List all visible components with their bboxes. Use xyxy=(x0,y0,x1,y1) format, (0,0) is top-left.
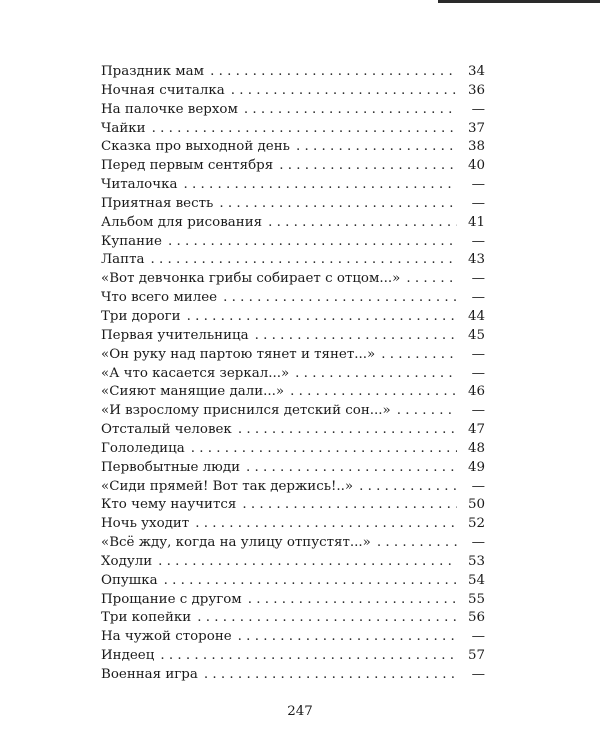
toc-entry xyxy=(101,327,485,346)
toc-entry xyxy=(101,572,485,591)
toc-entry-page: — xyxy=(471,177,485,193)
toc-entry-title: «И взрослому приснился детский сон...» xyxy=(101,403,391,419)
toc-entry xyxy=(101,82,485,101)
dot-leader xyxy=(296,138,457,157)
toc-entry xyxy=(101,609,485,628)
toc-entry-title: Что всего милее xyxy=(101,290,218,306)
toc-entry xyxy=(101,270,485,289)
dot-leader xyxy=(158,553,457,572)
toc-entry-title: Перед первым сентября xyxy=(101,158,274,174)
toc-entry-title: Ночная считалка xyxy=(101,82,225,98)
toc-entry-page: 40 xyxy=(467,158,485,174)
toc-entry xyxy=(101,628,485,647)
toc-entry-title: Три дороги xyxy=(101,308,181,324)
toc-entry xyxy=(101,308,485,327)
toc-entry xyxy=(101,176,485,195)
toc-entry-page: 38 xyxy=(467,139,485,155)
toc-entry xyxy=(101,553,485,572)
toc-entry xyxy=(101,138,485,157)
dot-leader xyxy=(223,289,457,308)
dot-leader xyxy=(191,440,457,459)
dot-leader xyxy=(377,534,457,553)
toc-entry xyxy=(101,251,485,270)
toc-entry xyxy=(101,289,485,308)
toc-entry xyxy=(101,233,485,252)
dot-leader xyxy=(246,459,457,478)
toc-entry xyxy=(101,478,485,497)
toc-entry-title: «Сиди прямей! Вот так держись!..» xyxy=(101,478,354,494)
dot-leader xyxy=(204,666,457,685)
dot-leader xyxy=(168,233,457,252)
toc-entry xyxy=(101,402,485,421)
toc-entry-page: 46 xyxy=(467,384,485,400)
toc-entry-title: Читалочка xyxy=(101,177,178,193)
dot-leader xyxy=(183,176,457,195)
toc-entry-page: — xyxy=(471,233,485,249)
toc-entry-title: Опушка xyxy=(101,572,158,588)
dot-leader xyxy=(290,383,457,402)
toc-entry-title: Ходули xyxy=(101,553,153,569)
toc-entry-title: «Сияют манящие дали...» xyxy=(101,384,285,400)
toc-entry-page: — xyxy=(471,195,485,211)
dot-leader xyxy=(359,478,457,497)
toc-entry-title: «А что касается зеркал...» xyxy=(101,365,290,381)
toc-entry-title: «Он руку над партою тянет и тянет...» xyxy=(101,346,376,362)
toc-entry xyxy=(101,459,485,478)
toc-entry xyxy=(101,421,485,440)
toc-entry-page: 53 xyxy=(467,553,485,569)
toc-entry xyxy=(101,214,485,233)
toc-entry-page: — xyxy=(471,346,485,362)
toc-entry-title: Купание xyxy=(101,233,162,249)
dot-leader xyxy=(248,591,457,610)
toc-entry xyxy=(101,101,485,120)
toc-entry xyxy=(101,383,485,402)
toc-entry-page: — xyxy=(471,535,485,551)
toc-entry-title: Гололедица xyxy=(101,440,185,456)
toc-entry-title: Альбом для рисования xyxy=(101,214,263,230)
toc-entry-title: На палочке верхом xyxy=(101,101,238,117)
toc-entry-title: Кто чему научится xyxy=(101,497,237,513)
dot-leader xyxy=(244,101,457,120)
toc-entry xyxy=(101,515,485,534)
dot-leader xyxy=(231,82,457,101)
toc-entry xyxy=(101,534,485,553)
toc-entry-page: 57 xyxy=(467,648,485,664)
toc-entry-title: Первобытные люди xyxy=(101,459,240,475)
dot-leader xyxy=(160,647,457,666)
toc-entry-title: «Всё жду, когда на улицу отпустят...» xyxy=(101,535,371,551)
toc-entry xyxy=(101,157,485,176)
dot-leader xyxy=(238,628,457,647)
toc-entry-page: — xyxy=(471,667,485,682)
toc-entry-page: 47 xyxy=(467,422,485,438)
toc-entry-page: 52 xyxy=(467,516,485,532)
dot-leader xyxy=(210,63,457,82)
toc-entry xyxy=(101,496,485,515)
toc-entry-page: — xyxy=(471,290,485,306)
toc-entry-page: — xyxy=(471,629,485,645)
dot-leader xyxy=(268,214,457,233)
page-number: 247 xyxy=(287,704,313,719)
toc-entry-page: 36 xyxy=(467,82,485,98)
dot-leader xyxy=(150,251,457,270)
toc-entry-page: — xyxy=(471,478,485,494)
toc-entry-page: 43 xyxy=(467,252,485,268)
toc-entry-page: — xyxy=(471,403,485,419)
toc-entry xyxy=(101,666,485,685)
toc-entry xyxy=(101,346,485,365)
toc-entry xyxy=(101,365,485,384)
dot-leader xyxy=(164,572,457,591)
toc-entry xyxy=(101,647,485,666)
toc-entry-title: Сказка про выходной день xyxy=(101,139,290,155)
dot-leader xyxy=(397,402,457,421)
toc-entry-title: Праздник мам xyxy=(101,64,205,79)
toc-entry-title: Первая учительница xyxy=(101,327,249,343)
dot-leader xyxy=(219,195,457,214)
toc-entry-page: 54 xyxy=(467,572,485,588)
toc-entry xyxy=(101,195,485,214)
dot-leader xyxy=(295,365,457,384)
dot-leader xyxy=(195,515,457,534)
toc-entry-title: «Вот девчонка грибы собирает с отцом...» xyxy=(101,271,401,287)
top-edge-rule xyxy=(438,0,600,3)
dot-leader xyxy=(279,157,457,176)
toc-entry-page: 37 xyxy=(467,120,485,136)
toc-entry xyxy=(101,63,485,82)
toc-entry-title: Ночь уходит xyxy=(101,516,190,532)
toc-entry-page: 34 xyxy=(467,64,485,79)
toc-entry-page: — xyxy=(471,271,485,287)
toc-entry-title: Индеец xyxy=(101,648,155,664)
toc-entry-title: Прощание с другом xyxy=(101,591,242,607)
dot-leader xyxy=(242,496,457,515)
toc-entry-page: 56 xyxy=(467,610,485,626)
dot-leader xyxy=(381,346,457,365)
dot-leader xyxy=(152,120,457,139)
toc-entry-title: Отсталый человек xyxy=(101,422,232,438)
toc-entry xyxy=(101,591,485,610)
toc-entry-page: 55 xyxy=(467,591,485,607)
toc-entry-title: Военная игра xyxy=(101,667,198,682)
dot-leader xyxy=(406,270,457,289)
dot-leader xyxy=(255,327,457,346)
toc-entry xyxy=(101,120,485,139)
dot-leader xyxy=(187,308,457,327)
toc-entry-title: Лапта xyxy=(101,252,145,268)
table-of-contents xyxy=(101,63,485,685)
dot-leader xyxy=(197,609,457,628)
toc-entry xyxy=(101,440,485,459)
toc-entry-title: На чужой стороне xyxy=(101,629,232,645)
toc-entry-page: 41 xyxy=(467,214,485,230)
toc-entry-page: 44 xyxy=(467,308,485,324)
toc-entry-page: 48 xyxy=(467,440,485,456)
toc-entry-title: Чайки xyxy=(101,120,146,136)
dot-leader xyxy=(238,421,457,440)
toc-entry-page: — xyxy=(471,101,485,117)
toc-entry-page: 49 xyxy=(467,459,485,475)
toc-entry-page: 45 xyxy=(467,327,485,343)
toc-entry-title: Приятная весть xyxy=(101,195,214,211)
toc-entry-title: Три копейки xyxy=(101,610,192,626)
toc-entry-page: 50 xyxy=(467,497,485,513)
toc-entry-page: — xyxy=(471,365,485,381)
